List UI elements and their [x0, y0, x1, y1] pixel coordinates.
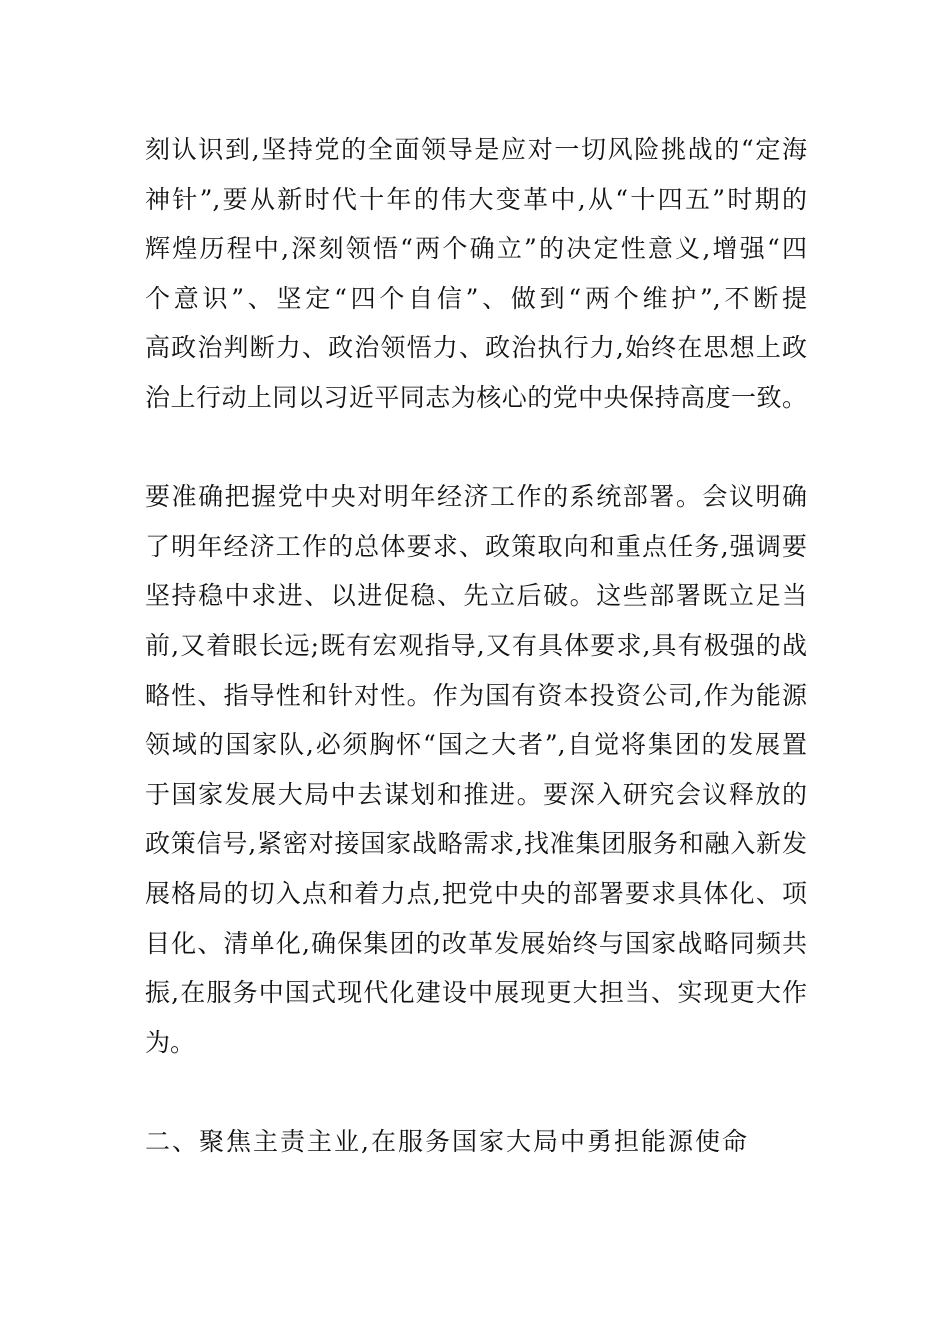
text-line: 振,在服务中国式现代化建设中展现更大担当、实现更大作 [145, 978, 807, 1008]
text-line: 个意识”、坚定“四个自信”、做到“两个维护”,不断提 [145, 283, 807, 313]
text-line: 要准确把握党中央对明年经济工作的系统部署。会议明确 [145, 482, 807, 512]
text-line: 于国家发展大局中去谋划和推进。要深入研究会议释放的 [145, 779, 807, 809]
paragraph-2 [145, 472, 807, 1067]
text-line: 政策信号,紧密对接国家战略需求,找准集团服务和融入新发 [145, 829, 807, 859]
text-line: 目化、清单化,确保集团的改革发展始终与国家战略同频共 [145, 928, 807, 958]
text-line: 领域的国家队,必须胸怀“国之大者”,自觉将集团的发展置 [145, 730, 807, 760]
text-line: 高政治判断力、政治领悟力、政治执行力,始终在思想上政 [145, 333, 807, 363]
text-line: 刻认识到,坚持党的全面领导是应对一切风险挑战的“定海 [145, 135, 807, 164]
text-line: 为。 [145, 1027, 196, 1057]
text-line: 坚持稳中求进、以进促稳、先立后破。这些部署既立足当 [145, 581, 807, 611]
text-line: 辉煌历程中,深刻领悟“两个确立”的决定性意义,增强“四 [145, 234, 807, 264]
paragraph-spacer [145, 1067, 807, 1117]
paragraph-1 [145, 125, 807, 423]
text-line: 展格局的切入点和着力点,把党中央的部署要求具体化、项 [145, 878, 807, 908]
text-line: 治上行动上同以习近平同志为核心的党中央保持高度一致。 [145, 382, 807, 412]
text-line: 略性、指导性和针对性。作为国有资本投资公司,作为能源 [145, 680, 807, 710]
text-line: 了明年经济工作的总体要求、政策取向和重点任务,强调要 [145, 531, 807, 561]
paragraph-spacer [145, 423, 807, 473]
section-heading: 二、聚焦主责主业,在服务国家大局中勇担能源使命 [145, 1126, 749, 1156]
text-line: 神针”,要从新时代十年的伟大变革中,从“十四五”时期的 [145, 184, 807, 214]
document-page [145, 125, 807, 1166]
text-line: 前,又着眼长远;既有宏观指导,又有具体要求,具有极强的战 [145, 630, 807, 660]
